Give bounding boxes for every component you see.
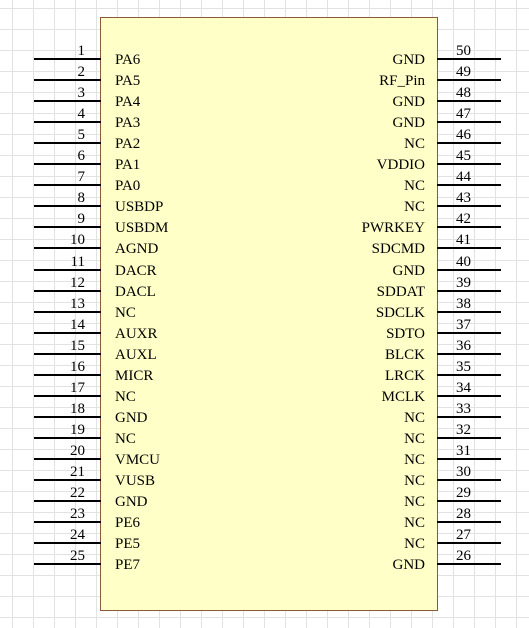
left-pin-number: 20 — [70, 442, 85, 459]
left-pin-line — [34, 521, 101, 523]
left-pin-number: 10 — [70, 232, 85, 249]
left-pin-number: 25 — [70, 548, 85, 565]
right-pin-label: NC — [404, 199, 425, 216]
left-pin-label: PE5 — [115, 536, 141, 553]
left-pin-line — [34, 121, 101, 123]
right-pin-label: GND — [392, 557, 425, 574]
left-pin-label: PA0 — [115, 178, 141, 195]
left-pin-label: PA6 — [115, 52, 141, 68]
left-pin-line — [34, 500, 101, 502]
left-pin-label: PA1 — [115, 157, 141, 174]
left-pin-line — [34, 184, 101, 186]
right-pin-label: SDCLK — [375, 304, 425, 321]
right-pin-number: 26 — [456, 548, 471, 565]
left-pin-number: 6 — [77, 148, 85, 165]
right-pin-label: NC — [404, 536, 425, 553]
right-pin-number: 33 — [456, 400, 471, 417]
left-pin-line — [34, 142, 101, 144]
left-pin-line — [34, 374, 101, 376]
right-pin-label: SDTO — [386, 325, 425, 342]
right-pin-label: PWRKEY — [361, 220, 425, 237]
right-pin-label: NC — [404, 409, 425, 426]
right-pin-number: 38 — [456, 295, 471, 312]
left-pin-number: 23 — [70, 506, 85, 523]
left-pin-label: GND — [115, 409, 148, 426]
right-pin-number: 30 — [456, 464, 471, 480]
left-pin-number: 16 — [70, 358, 85, 375]
left-pin-number: 15 — [70, 337, 85, 354]
right-pin-number: 29 — [456, 485, 471, 502]
left-pin-line — [34, 353, 101, 355]
left-pin-line — [34, 542, 101, 544]
right-pin-label: NC — [404, 473, 425, 489]
right-pin-number: 36 — [456, 337, 471, 354]
right-pin-number: 41 — [456, 232, 471, 249]
left-pin-number: 17 — [70, 379, 85, 396]
left-pin-label: VMCU — [115, 451, 161, 468]
right-pin-number: 40 — [456, 253, 471, 270]
right-pin-label: NC — [404, 451, 425, 468]
right-pin-label: SDDAT — [376, 283, 425, 300]
left-pin-label: MICR — [115, 367, 154, 384]
left-pin-number: 11 — [70, 253, 85, 270]
right-pin-label: GND — [392, 115, 425, 132]
left-pin-label: VUSB — [115, 473, 156, 489]
right-pin-number: 28 — [456, 506, 471, 523]
right-pin-number: 27 — [456, 527, 471, 544]
right-pin-number: 34 — [456, 379, 471, 396]
left-pin-line — [34, 332, 101, 334]
right-pin-number: 49 — [456, 64, 471, 81]
right-pin-label: RF_Pin — [379, 73, 425, 90]
left-pin-line — [34, 479, 101, 481]
left-pin-label: PE6 — [115, 515, 141, 532]
left-pin-label: AUXL — [115, 346, 157, 363]
left-pin-number: 12 — [70, 274, 85, 291]
right-pin-number: 42 — [456, 211, 471, 228]
left-pin-number: 1 — [77, 43, 85, 59]
left-pin-label: PA3 — [115, 115, 141, 132]
left-pin-number: 22 — [70, 485, 85, 502]
right-pin-label: GND — [392, 262, 425, 279]
right-pin-label: LRCK — [384, 367, 425, 384]
left-pin-number: 21 — [70, 464, 85, 480]
left-pin-line — [34, 437, 101, 439]
left-pin-label: DACL — [115, 283, 156, 300]
right-pin-number: 45 — [456, 148, 471, 165]
left-pin-number: 14 — [70, 316, 85, 333]
left-pin-label: NC — [115, 304, 136, 321]
right-pin-label: GND — [392, 52, 425, 68]
left-pin-label: USBDP — [115, 199, 164, 216]
left-pin-line — [34, 79, 101, 81]
left-pin-number: 9 — [77, 211, 85, 228]
left-pin-line — [34, 416, 101, 418]
left-pin-label: AUXR — [115, 325, 158, 342]
left-pin-line — [34, 163, 101, 165]
right-pin-label: MCLK — [381, 388, 425, 405]
left-pin-line — [34, 395, 101, 397]
left-pin-line — [34, 100, 101, 102]
left-pin-number: 24 — [70, 527, 85, 544]
left-pin-line — [34, 290, 101, 292]
right-pin-label: NC — [404, 494, 425, 511]
left-pin-label: GND — [115, 494, 148, 511]
right-pin-number: 46 — [456, 127, 471, 144]
left-pin-number: 13 — [70, 295, 85, 312]
right-pin-label: VDDIO — [376, 157, 425, 174]
right-pin-label: NC — [404, 136, 425, 153]
left-pin-label: PE7 — [115, 557, 141, 574]
left-pin-number: 4 — [77, 106, 85, 123]
left-pin-line — [34, 205, 101, 207]
left-pin-label: USBDM — [115, 220, 169, 237]
left-pin-line — [34, 563, 101, 565]
right-pin-label: NC — [404, 430, 425, 447]
right-pin-number: 32 — [456, 421, 471, 438]
left-pin-line — [34, 226, 101, 228]
left-pin-line — [34, 269, 101, 271]
left-pin-number: 18 — [70, 400, 85, 417]
left-pin-number: 8 — [77, 190, 85, 207]
left-pin-number: 2 — [77, 64, 85, 81]
left-pin-number: 19 — [70, 421, 85, 438]
right-pin-label: BLCK — [384, 346, 425, 363]
right-pin-number: 39 — [456, 274, 471, 291]
left-pin-number: 5 — [77, 127, 85, 144]
right-pin-label: SDCMD — [371, 241, 425, 258]
right-pin-number: 37 — [456, 316, 471, 333]
right-pin-number: 44 — [456, 169, 471, 186]
right-pin-label: GND — [392, 94, 425, 111]
left-pin-label: DACR — [115, 262, 157, 279]
left-pin-line — [34, 58, 101, 60]
left-pin-line — [34, 247, 101, 249]
right-pin-label: NC — [404, 515, 425, 532]
left-pin-label: AGND — [115, 241, 159, 258]
left-pin-label: NC — [115, 388, 136, 405]
left-pin-label: PA4 — [115, 94, 141, 111]
left-pin-label: NC — [115, 430, 136, 447]
right-pin-number: 50 — [456, 43, 471, 59]
left-pin-line — [34, 458, 101, 460]
right-pin-number: 48 — [456, 85, 471, 102]
left-pin-line — [34, 311, 101, 313]
right-pin-label: NC — [404, 178, 425, 195]
right-pin-number: 43 — [456, 190, 471, 207]
right-pin-number: 35 — [456, 358, 471, 375]
right-pin-number: 31 — [456, 442, 471, 459]
right-pin-number: 47 — [456, 106, 471, 123]
left-pin-number: 3 — [77, 85, 85, 102]
left-pin-label: PA5 — [115, 73, 141, 90]
left-pin-label: PA2 — [115, 136, 141, 153]
left-pin-number: 7 — [77, 169, 85, 186]
